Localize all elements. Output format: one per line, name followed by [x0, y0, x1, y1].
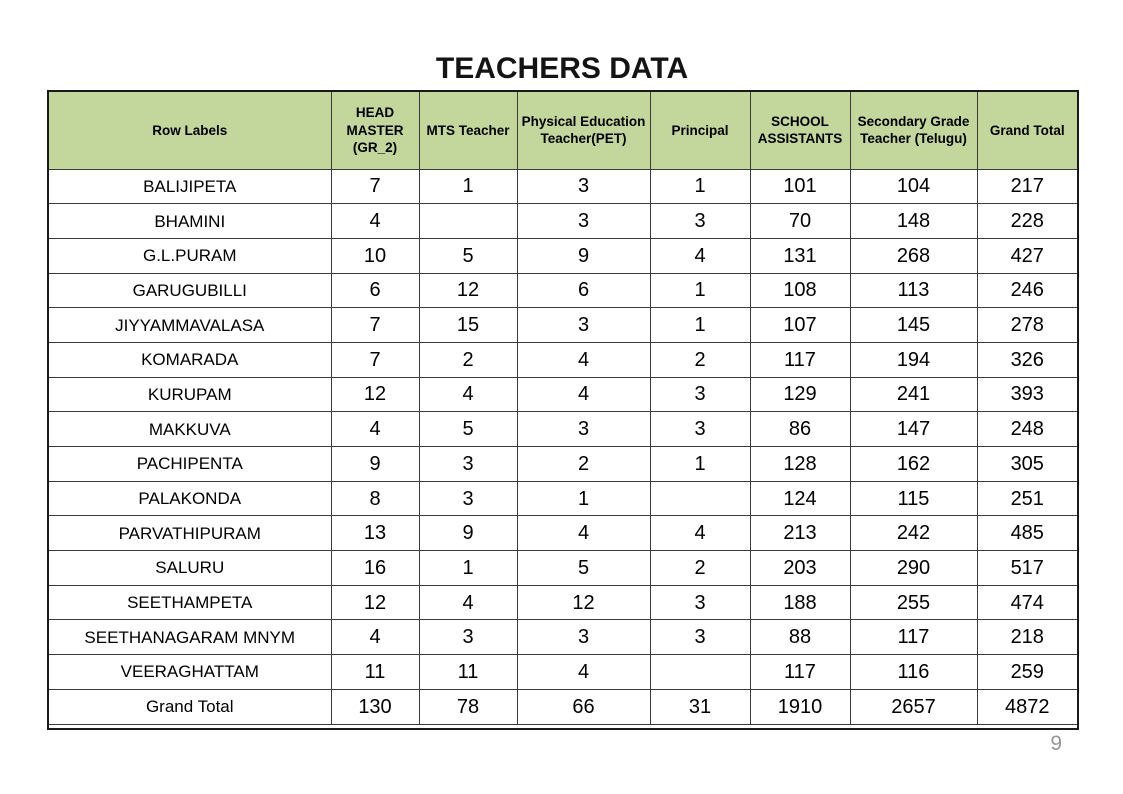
value-cell: 4 — [517, 377, 650, 412]
value-cell: 3 — [419, 481, 517, 516]
value-cell: 162 — [850, 447, 977, 482]
row-label: G.L.PURAM — [48, 238, 331, 273]
value-cell: 228 — [977, 204, 1078, 239]
column-header: Secondary Grade Teacher (Telugu) — [850, 91, 977, 169]
value-cell: 217 — [977, 169, 1078, 204]
row-label: KURUPAM — [48, 377, 331, 412]
column-header: Physical Education Teacher(PET) — [517, 91, 650, 169]
value-cell: 9 — [517, 238, 650, 273]
table-row — [48, 308, 1078, 343]
value-cell: 66 — [517, 689, 650, 724]
value-cell: 246 — [977, 273, 1078, 308]
value-cell: 88 — [750, 620, 850, 655]
value-cell: 2 — [650, 551, 750, 586]
value-cell: 203 — [750, 551, 850, 586]
value-cell: 9 — [419, 516, 517, 551]
table-row — [48, 585, 1078, 620]
table-row — [48, 516, 1078, 551]
value-cell: 188 — [750, 585, 850, 620]
value-cell: 70 — [750, 204, 850, 239]
value-cell: 6 — [517, 273, 650, 308]
row-label: BALIJIPETA — [48, 169, 331, 204]
value-cell: 4 — [331, 204, 419, 239]
value-cell: 147 — [850, 412, 977, 447]
value-cell: 259 — [977, 655, 1078, 690]
row-label: KOMARADA — [48, 342, 331, 377]
value-cell: 485 — [977, 516, 1078, 551]
value-cell: 7 — [331, 169, 419, 204]
value-cell: 113 — [850, 273, 977, 308]
value-cell: 4 — [517, 516, 650, 551]
value-cell: 3 — [517, 620, 650, 655]
value-cell: 4 — [419, 585, 517, 620]
slide-page-number: 9 — [1050, 732, 1062, 755]
value-cell: 251 — [977, 481, 1078, 516]
value-cell: 305 — [977, 447, 1078, 482]
table-body — [48, 169, 1078, 729]
value-cell: 218 — [977, 620, 1078, 655]
table-row — [48, 377, 1078, 412]
table-row — [48, 689, 1078, 724]
value-cell: 4 — [419, 377, 517, 412]
value-cell: 12 — [419, 273, 517, 308]
value-cell: 11 — [331, 655, 419, 690]
value-cell: 1 — [650, 169, 750, 204]
column-header: MTS Teacher — [419, 91, 517, 169]
value-cell: 5 — [419, 238, 517, 273]
value-cell: 278 — [977, 308, 1078, 343]
value-cell: 474 — [977, 585, 1078, 620]
value-cell: 12 — [517, 585, 650, 620]
value-cell: 124 — [750, 481, 850, 516]
teachers-data-table — [47, 90, 1079, 730]
value-cell: 78 — [419, 689, 517, 724]
value-cell: 86 — [750, 412, 850, 447]
value-cell: 393 — [977, 377, 1078, 412]
table-row — [48, 551, 1078, 586]
row-label: JIYYAMMAVALASA — [48, 308, 331, 343]
table-bottom-strip-cell — [48, 724, 1078, 729]
value-cell: 3 — [650, 412, 750, 447]
value-cell: 5 — [419, 412, 517, 447]
value-cell — [419, 204, 517, 239]
column-header: HEAD MASTER (GR_2) — [331, 91, 419, 169]
value-cell: 290 — [850, 551, 977, 586]
value-cell: 2 — [517, 447, 650, 482]
value-cell: 7 — [331, 308, 419, 343]
value-cell: 4 — [650, 238, 750, 273]
slide-title: TEACHERS DATA — [435, 52, 689, 85]
column-header: SCHOOL ASSISTANTS — [750, 91, 850, 169]
value-cell: 4 — [650, 516, 750, 551]
value-cell: 108 — [750, 273, 850, 308]
value-cell: 3 — [517, 308, 650, 343]
value-cell: 1 — [650, 273, 750, 308]
value-cell: 12 — [331, 585, 419, 620]
value-cell: 5 — [517, 551, 650, 586]
row-label: SALURU — [48, 551, 331, 586]
value-cell: 15 — [419, 308, 517, 343]
value-cell: 2 — [650, 342, 750, 377]
value-cell: 3 — [419, 447, 517, 482]
value-cell: 104 — [850, 169, 977, 204]
table-row — [48, 620, 1078, 655]
value-cell: 4 — [331, 412, 419, 447]
value-cell: 6 — [331, 273, 419, 308]
value-cell: 7 — [331, 342, 419, 377]
row-label: MAKKUVA — [48, 412, 331, 447]
value-cell: 4 — [517, 655, 650, 690]
value-cell: 1 — [517, 481, 650, 516]
value-cell: 31 — [650, 689, 750, 724]
value-cell: 517 — [977, 551, 1078, 586]
value-cell: 2 — [419, 342, 517, 377]
value-cell: 2657 — [850, 689, 977, 724]
column-header: Row Labels — [48, 91, 331, 169]
table-row — [48, 412, 1078, 447]
row-label: SEETHAMPETA — [48, 585, 331, 620]
value-cell: 128 — [750, 447, 850, 482]
value-cell: 248 — [977, 412, 1078, 447]
value-cell: 3 — [517, 169, 650, 204]
value-cell: 427 — [977, 238, 1078, 273]
value-cell — [650, 481, 750, 516]
value-cell: 115 — [850, 481, 977, 516]
value-cell: 13 — [331, 516, 419, 551]
row-label: PALAKONDA — [48, 481, 331, 516]
value-cell: 117 — [750, 655, 850, 690]
value-cell: 3 — [650, 204, 750, 239]
table-bottom-strip — [48, 724, 1078, 729]
value-cell: 129 — [750, 377, 850, 412]
value-cell: 3 — [419, 620, 517, 655]
table-row — [48, 273, 1078, 308]
value-cell: 1 — [419, 551, 517, 586]
value-cell: 9 — [331, 447, 419, 482]
value-cell: 3 — [517, 204, 650, 239]
value-cell: 116 — [850, 655, 977, 690]
row-label: VEERAGHATTAM — [48, 655, 331, 690]
table-row — [48, 447, 1078, 482]
value-cell: 16 — [331, 551, 419, 586]
value-cell: 11 — [419, 655, 517, 690]
value-cell: 241 — [850, 377, 977, 412]
row-label: Grand Total — [48, 689, 331, 724]
table-row — [48, 342, 1078, 377]
value-cell: 117 — [750, 342, 850, 377]
value-cell: 101 — [750, 169, 850, 204]
value-cell: 131 — [750, 238, 850, 273]
table-row — [48, 481, 1078, 516]
value-cell: 148 — [850, 204, 977, 239]
value-cell: 3 — [650, 585, 750, 620]
value-cell: 213 — [750, 516, 850, 551]
value-cell: 4872 — [977, 689, 1078, 724]
row-label: PACHIPENTA — [48, 447, 331, 482]
value-cell: 4 — [331, 620, 419, 655]
table-row — [48, 238, 1078, 273]
value-cell: 242 — [850, 516, 977, 551]
column-header: Grand Total — [977, 91, 1078, 169]
row-label: GARUGUBILLI — [48, 273, 331, 308]
value-cell: 3 — [517, 412, 650, 447]
value-cell: 107 — [750, 308, 850, 343]
value-cell: 326 — [977, 342, 1078, 377]
value-cell: 12 — [331, 377, 419, 412]
table-row — [48, 169, 1078, 204]
value-cell: 194 — [850, 342, 977, 377]
table-header-row — [48, 91, 1078, 169]
value-cell: 1 — [650, 308, 750, 343]
table-row — [48, 655, 1078, 690]
row-label: PARVATHIPURAM — [48, 516, 331, 551]
row-label: SEETHANAGARAM MNYM — [48, 620, 331, 655]
column-header: Principal — [650, 91, 750, 169]
value-cell — [650, 655, 750, 690]
table-row — [48, 204, 1078, 239]
value-cell: 4 — [517, 342, 650, 377]
value-cell: 117 — [850, 620, 977, 655]
value-cell: 255 — [850, 585, 977, 620]
value-cell: 1 — [419, 169, 517, 204]
value-cell: 10 — [331, 238, 419, 273]
value-cell: 268 — [850, 238, 977, 273]
value-cell: 1910 — [750, 689, 850, 724]
table-header — [48, 91, 1078, 169]
value-cell: 1 — [650, 447, 750, 482]
value-cell: 8 — [331, 481, 419, 516]
row-label: BHAMINI — [48, 204, 331, 239]
value-cell: 130 — [331, 689, 419, 724]
value-cell: 3 — [650, 620, 750, 655]
value-cell: 3 — [650, 377, 750, 412]
value-cell: 145 — [850, 308, 977, 343]
